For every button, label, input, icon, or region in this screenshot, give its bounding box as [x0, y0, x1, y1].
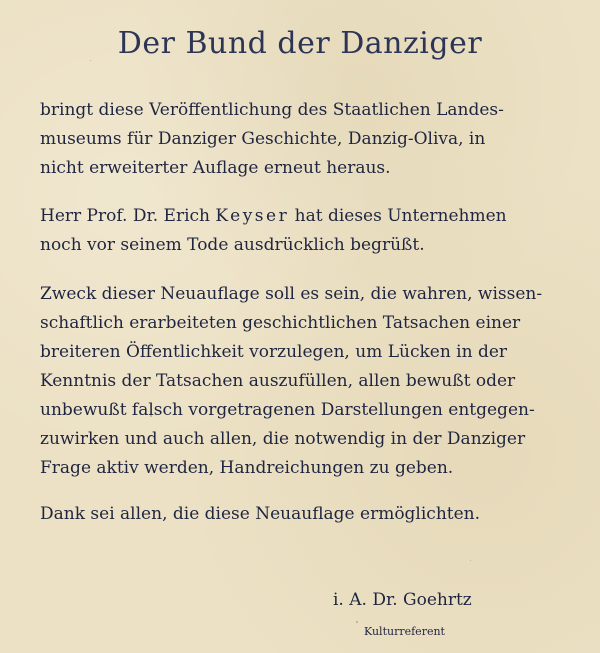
- signatory-role: Kulturreferent: [364, 625, 445, 638]
- text-segment: Herr Prof. Dr. Erich: [40, 206, 216, 226]
- text-line: nicht erweiterter Auflage erneut heraus.: [40, 158, 391, 178]
- paper-speck: [356, 621, 358, 623]
- text-line: Kenntnis der Tatsachen auszufüllen, allen bewußt oder: [40, 371, 516, 391]
- text-line: breiteren Öffentlichkeit vorzulegen, um Lücken in der: [40, 342, 508, 362]
- paper-speck: [470, 560, 471, 561]
- paper-speck: [90, 60, 91, 61]
- paragraph-intro: [40, 96, 580, 183]
- text-line: Zweck dieser Neuauflage soll es sein, die wahren, wissen-: [40, 284, 543, 304]
- text-line: museums für Danziger Geschichte, Danzig-Oliva, in: [40, 129, 486, 149]
- text-line: noch vor seinem Tode ausdrücklich begrüßt.: [40, 235, 425, 255]
- text-line: Frage aktiv werden, Handreichungen zu geben.: [40, 458, 454, 478]
- text-line: Dank sei allen, die diese Neuauflage ermöglichten.: [40, 504, 481, 524]
- text-line: zuwirken und auch allen, die notwendig in der Danziger: [40, 429, 526, 449]
- document-title: Der Bund der Danziger: [117, 26, 483, 61]
- paper-speck: [150, 415, 152, 417]
- text-segment: hat dieses Unternehmen: [289, 206, 507, 226]
- paragraph-thanks: [40, 500, 580, 529]
- text-line: schaftlich erarbeiteten geschichtlichen Tatsachen einer: [40, 313, 521, 333]
- signature: i. A. Dr. Goehrtz: [333, 590, 472, 610]
- text-line: unbewußt falsch vorgetragenen Darstellungen entgegen-: [40, 400, 535, 420]
- text-line: bringt diese Veröffentlichung des Staatlichen Landes-: [40, 100, 504, 120]
- person-name-keyser: Keyser: [215, 206, 290, 226]
- paragraph-keyser: [40, 202, 580, 260]
- paragraph-purpose: [40, 280, 580, 483]
- text-line: [40, 202, 580, 231]
